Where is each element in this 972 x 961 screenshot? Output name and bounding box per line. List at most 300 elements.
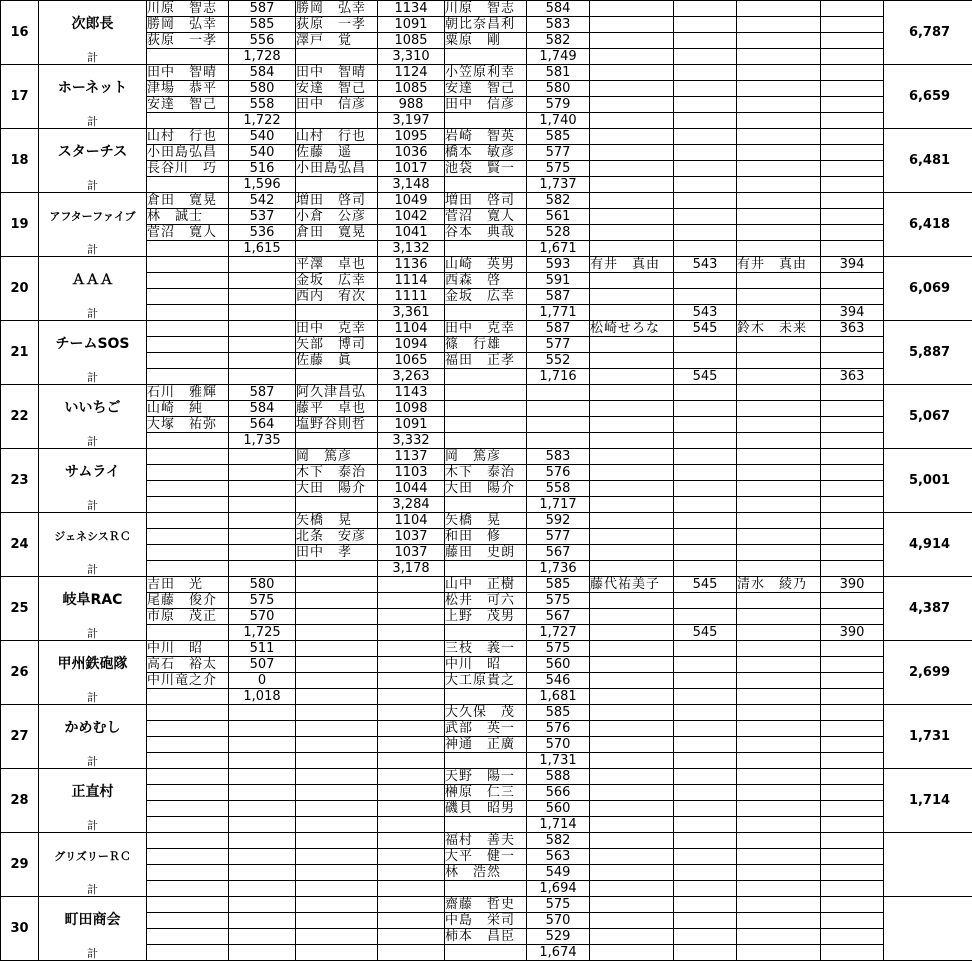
subtotal-spacer xyxy=(737,817,821,833)
team-name: スターチス xyxy=(57,144,128,160)
team-cell xyxy=(39,193,147,257)
player-name: 安達 智己 xyxy=(445,81,527,97)
player-name xyxy=(737,161,821,177)
team-cell-inner xyxy=(39,321,146,384)
player-score xyxy=(378,865,445,881)
player-name: 清水 綾乃 xyxy=(737,577,821,593)
player-score xyxy=(674,417,737,433)
player-name xyxy=(590,801,674,817)
subtotal-spacer xyxy=(445,113,527,129)
player-name xyxy=(296,577,378,593)
player-name: 小田島弘昌 xyxy=(147,145,229,161)
player-score xyxy=(821,673,884,689)
player-score xyxy=(674,97,737,113)
subtotal-row xyxy=(1,497,972,513)
table-row xyxy=(1,705,972,721)
player-name: 西内 宥次 xyxy=(296,289,378,305)
team-total: 5,001 xyxy=(884,449,972,513)
subtotal-spacer xyxy=(296,49,378,65)
player-score xyxy=(821,385,884,401)
table-row xyxy=(1,353,972,369)
category-subtotal: 3,310 xyxy=(378,49,445,65)
player-name xyxy=(147,273,229,289)
player-name: 安達 智己 xyxy=(147,97,229,113)
subtotal-spacer xyxy=(590,305,674,321)
category-subtotal xyxy=(674,241,737,257)
player-name: 大田 陽介 xyxy=(296,481,378,497)
player-score: 1091 xyxy=(378,417,445,433)
player-score: 587 xyxy=(229,1,296,17)
player-name: 天野 陽一 xyxy=(445,769,527,785)
category-subtotal xyxy=(821,113,884,129)
table-row xyxy=(1,593,972,609)
player-score xyxy=(527,417,590,433)
player-score: 563 xyxy=(527,849,590,865)
table-row xyxy=(1,785,972,801)
player-name xyxy=(737,449,821,465)
player-name: 中島 栄司 xyxy=(445,913,527,929)
player-score xyxy=(378,801,445,817)
player-name xyxy=(737,801,821,817)
player-name xyxy=(590,673,674,689)
team-rank: 18 xyxy=(1,129,39,193)
player-score: 549 xyxy=(527,865,590,881)
category-subtotal xyxy=(821,817,884,833)
team-name: ホーネット xyxy=(57,80,128,96)
player-name: 上野 茂男 xyxy=(445,609,527,625)
player-score xyxy=(821,289,884,305)
player-score xyxy=(821,785,884,801)
table-row xyxy=(1,929,972,945)
player-name: 川原 智志 xyxy=(147,1,229,17)
subtotal-spacer xyxy=(590,945,674,961)
player-name xyxy=(737,545,821,561)
player-score: 564 xyxy=(229,417,296,433)
player-name xyxy=(737,913,821,929)
player-name xyxy=(737,417,821,433)
player-score: 592 xyxy=(527,513,590,529)
category-subtotal: 1,728 xyxy=(229,49,296,65)
team-name: 正直村 xyxy=(71,784,114,800)
table-row xyxy=(1,465,972,481)
player-name: 岩崎 智英 xyxy=(445,129,527,145)
player-score: 577 xyxy=(527,529,590,545)
player-score xyxy=(378,577,445,593)
player-score xyxy=(821,145,884,161)
player-score: 1094 xyxy=(378,337,445,353)
table-row xyxy=(1,913,972,929)
subtotal-label: 計 xyxy=(87,563,98,576)
player-score xyxy=(674,769,737,785)
player-name xyxy=(147,449,229,465)
category-subtotal xyxy=(527,433,590,449)
player-score: 1017 xyxy=(378,161,445,177)
table-row xyxy=(1,657,972,673)
player-score: 528 xyxy=(527,225,590,241)
player-name: 佐藤 眞 xyxy=(296,353,378,369)
player-name xyxy=(737,513,821,529)
table-row xyxy=(1,673,972,689)
player-name xyxy=(590,353,674,369)
player-name xyxy=(147,257,229,273)
player-name xyxy=(737,465,821,481)
subtotal-spacer xyxy=(590,881,674,897)
player-name: 高石 裕太 xyxy=(147,657,229,673)
team-rank: 23 xyxy=(1,449,39,513)
player-score xyxy=(821,129,884,145)
subtotal-spacer xyxy=(296,689,378,705)
player-name xyxy=(737,865,821,881)
player-name: 矢橋 晃 xyxy=(445,513,527,529)
subtotal-spacer xyxy=(296,241,378,257)
player-name xyxy=(445,385,527,401)
player-score: 561 xyxy=(527,209,590,225)
player-name xyxy=(147,849,229,865)
player-score: 1044 xyxy=(378,481,445,497)
player-name xyxy=(296,673,378,689)
player-name: 中川 昭 xyxy=(147,641,229,657)
player-name: 大塚 祐弥 xyxy=(147,417,229,433)
subtotal-label: 計 xyxy=(87,691,98,704)
subtotal-label: 計 xyxy=(87,371,98,384)
table-row xyxy=(1,529,972,545)
category-subtotal: 1,018 xyxy=(229,689,296,705)
player-score xyxy=(229,913,296,929)
player-score xyxy=(821,657,884,673)
player-name xyxy=(590,657,674,673)
player-score: 587 xyxy=(229,385,296,401)
player-name: 勝岡 弘幸 xyxy=(147,17,229,33)
category-subtotal: 1,731 xyxy=(527,753,590,769)
player-score xyxy=(674,337,737,353)
subtotal-spacer xyxy=(737,433,821,449)
category-subtotal: 1,727 xyxy=(527,625,590,641)
subtotal-spacer xyxy=(737,113,821,129)
player-score: 1103 xyxy=(378,465,445,481)
team-cell-inner xyxy=(39,193,146,256)
player-name: 田中 信彦 xyxy=(296,97,378,113)
subtotal-row xyxy=(1,625,972,641)
category-subtotal xyxy=(674,177,737,193)
player-name xyxy=(737,337,821,353)
category-subtotal xyxy=(821,497,884,513)
subtotal-label: 計 xyxy=(87,115,98,128)
player-name: 朝比奈昌利 xyxy=(445,17,527,33)
player-score xyxy=(821,417,884,433)
player-score xyxy=(674,81,737,97)
player-score: 560 xyxy=(527,801,590,817)
player-name: 平澤 卓也 xyxy=(296,257,378,273)
table-row xyxy=(1,65,972,81)
player-name: 岡 篤彦 xyxy=(445,449,527,465)
player-score xyxy=(821,801,884,817)
player-score xyxy=(674,401,737,417)
player-score xyxy=(378,609,445,625)
player-score: 1049 xyxy=(378,193,445,209)
team-cell-inner xyxy=(39,641,146,704)
subtotal-spacer xyxy=(296,817,378,833)
player-name xyxy=(737,593,821,609)
category-subtotal xyxy=(821,881,884,897)
subtotal-spacer xyxy=(737,689,821,705)
table-row xyxy=(1,161,972,177)
table-row xyxy=(1,1,972,17)
player-score xyxy=(674,353,737,369)
player-score: 558 xyxy=(229,97,296,113)
team-rank: 27 xyxy=(1,705,39,769)
player-score xyxy=(674,161,737,177)
player-score: 575 xyxy=(527,593,590,609)
player-name xyxy=(590,337,674,353)
team-total: 6,418 xyxy=(884,193,972,257)
results-body xyxy=(1,1,972,961)
player-name: 長谷川 巧 xyxy=(147,161,229,177)
player-name xyxy=(737,145,821,161)
player-score: 588 xyxy=(527,769,590,785)
player-name xyxy=(737,289,821,305)
team-total: 5,067 xyxy=(884,385,972,449)
table-row xyxy=(1,545,972,561)
table-row xyxy=(1,145,972,161)
player-name xyxy=(590,385,674,401)
team-cell xyxy=(39,65,147,129)
team-name: 町田商会 xyxy=(64,912,121,928)
player-score xyxy=(821,225,884,241)
player-score xyxy=(821,641,884,657)
player-name xyxy=(147,513,229,529)
player-name: 田中 智晴 xyxy=(147,65,229,81)
category-subtotal: 1,694 xyxy=(527,881,590,897)
player-name: 津場 恭平 xyxy=(147,81,229,97)
team-cell xyxy=(39,705,147,769)
player-name: 増田 啓司 xyxy=(445,193,527,209)
player-name xyxy=(296,865,378,881)
subtotal-row xyxy=(1,433,972,449)
player-score xyxy=(674,145,737,161)
team-cell-inner xyxy=(39,65,146,128)
table-row xyxy=(1,273,972,289)
subtotal-spacer xyxy=(147,497,229,513)
player-name xyxy=(147,865,229,881)
subtotal-spacer xyxy=(737,177,821,193)
player-score xyxy=(674,129,737,145)
player-score: 363 xyxy=(821,321,884,337)
player-name xyxy=(590,545,674,561)
team-cell-inner xyxy=(39,833,146,896)
team-total: 1,714 xyxy=(884,769,972,833)
player-score: 1065 xyxy=(378,353,445,369)
subtotal-label: 計 xyxy=(87,307,98,320)
team-cell-inner xyxy=(39,705,146,768)
player-score xyxy=(229,257,296,273)
player-name xyxy=(147,737,229,753)
table-row xyxy=(1,129,972,145)
player-score xyxy=(229,449,296,465)
player-score: 507 xyxy=(229,657,296,673)
player-name xyxy=(737,273,821,289)
player-name xyxy=(296,801,378,817)
player-name xyxy=(590,129,674,145)
team-rank: 26 xyxy=(1,641,39,705)
player-score xyxy=(821,273,884,289)
player-name xyxy=(590,705,674,721)
subtotal-label: 計 xyxy=(87,51,98,64)
player-name xyxy=(296,833,378,849)
player-name xyxy=(590,417,674,433)
category-subtotal: 1,722 xyxy=(229,113,296,129)
subtotal-label: 計 xyxy=(87,755,98,768)
subtotal-spacer xyxy=(296,945,378,961)
subtotal-spacer xyxy=(445,369,527,385)
player-name: 倉田 寛晃 xyxy=(296,225,378,241)
team-name: サムライ xyxy=(65,464,120,480)
subtotal-spacer xyxy=(590,433,674,449)
player-score xyxy=(821,401,884,417)
category-subtotal xyxy=(674,881,737,897)
player-name xyxy=(737,385,821,401)
player-name xyxy=(737,657,821,673)
player-score: 1095 xyxy=(378,129,445,145)
player-name xyxy=(737,193,821,209)
player-score xyxy=(821,353,884,369)
player-name xyxy=(590,289,674,305)
subtotal-spacer xyxy=(147,689,229,705)
player-name xyxy=(590,929,674,945)
player-name: 大田 陽介 xyxy=(445,481,527,497)
player-score: 587 xyxy=(527,289,590,305)
player-name: 林 誠士 xyxy=(147,209,229,225)
player-name: 山村 行也 xyxy=(296,129,378,145)
category-subtotal xyxy=(378,689,445,705)
player-score xyxy=(229,737,296,753)
player-name xyxy=(590,401,674,417)
player-name xyxy=(147,529,229,545)
player-name: 石川 雅輝 xyxy=(147,385,229,401)
player-name xyxy=(590,513,674,529)
subtotal-row xyxy=(1,113,972,129)
subtotal-spacer xyxy=(590,241,674,257)
player-score: 1111 xyxy=(378,289,445,305)
player-name xyxy=(147,289,229,305)
subtotal-row xyxy=(1,369,972,385)
team-cell-inner xyxy=(39,513,146,576)
player-name xyxy=(590,913,674,929)
player-name xyxy=(737,529,821,545)
player-name xyxy=(590,897,674,913)
player-score xyxy=(378,833,445,849)
subtotal-label: 計 xyxy=(87,947,98,960)
player-name xyxy=(147,929,229,945)
player-name: 金坂 広幸 xyxy=(445,289,527,305)
team-name: 岐阜RAC xyxy=(62,592,123,608)
player-score xyxy=(229,529,296,545)
player-score: 390 xyxy=(821,577,884,593)
player-name xyxy=(737,81,821,97)
team-total: 5,887 xyxy=(884,321,972,385)
player-name: 藤田 史朗 xyxy=(445,545,527,561)
subtotal-spacer xyxy=(590,369,674,385)
team-name: ＡＡＡ xyxy=(71,272,114,288)
player-score xyxy=(821,897,884,913)
subtotal-spacer xyxy=(737,625,821,641)
category-subtotal xyxy=(378,881,445,897)
player-score xyxy=(229,513,296,529)
player-score xyxy=(229,481,296,497)
player-score: 585 xyxy=(527,129,590,145)
subtotal-label: 計 xyxy=(87,819,98,832)
category-subtotal xyxy=(821,689,884,705)
team-cell-inner xyxy=(39,1,146,64)
player-name: 田中 克幸 xyxy=(445,321,527,337)
player-name xyxy=(296,849,378,865)
team-cell xyxy=(39,257,147,321)
player-score: 545 xyxy=(674,321,737,337)
player-score xyxy=(378,737,445,753)
player-score xyxy=(229,785,296,801)
player-score xyxy=(674,929,737,945)
player-score xyxy=(378,657,445,673)
category-subtotal: 1,771 xyxy=(527,305,590,321)
category-subtotal: 1,714 xyxy=(527,817,590,833)
player-name: 西森 啓 xyxy=(445,273,527,289)
category-subtotal: 1,716 xyxy=(527,369,590,385)
subtotal-row xyxy=(1,241,972,257)
category-subtotal: 1,717 xyxy=(527,497,590,513)
player-name xyxy=(590,865,674,881)
player-score: 583 xyxy=(527,449,590,465)
team-total: 6,481 xyxy=(884,129,972,193)
category-subtotal: 3,361 xyxy=(378,305,445,321)
team-cell xyxy=(39,577,147,641)
player-name xyxy=(737,705,821,721)
table-row xyxy=(1,833,972,849)
player-score: 570 xyxy=(229,609,296,625)
player-score: 1143 xyxy=(378,385,445,401)
subtotal-spacer xyxy=(590,625,674,641)
player-score xyxy=(378,785,445,801)
player-score: 1042 xyxy=(378,209,445,225)
team-total: 1,731 xyxy=(884,705,972,769)
player-name xyxy=(590,81,674,97)
player-name xyxy=(737,129,821,145)
player-name xyxy=(296,705,378,721)
player-name: 和田 修 xyxy=(445,529,527,545)
player-score xyxy=(229,321,296,337)
player-name xyxy=(590,145,674,161)
subtotal-spacer xyxy=(296,881,378,897)
category-subtotal xyxy=(229,945,296,961)
team-name: グリズリーＲＣ xyxy=(54,850,131,863)
player-name: 神通 正廣 xyxy=(445,737,527,753)
player-score xyxy=(674,801,737,817)
player-score: 511 xyxy=(229,641,296,657)
subtotal-row xyxy=(1,881,972,897)
player-score xyxy=(821,865,884,881)
player-score xyxy=(821,545,884,561)
player-score xyxy=(821,529,884,545)
player-score: 1104 xyxy=(378,321,445,337)
player-name xyxy=(737,673,821,689)
player-name xyxy=(737,769,821,785)
player-name xyxy=(147,897,229,913)
player-score xyxy=(821,593,884,609)
player-name xyxy=(590,721,674,737)
subtotal-spacer xyxy=(590,817,674,833)
player-name: 市原 茂正 xyxy=(147,609,229,625)
player-name: 小田島弘昌 xyxy=(296,161,378,177)
player-score xyxy=(821,513,884,529)
category-subtotal xyxy=(378,945,445,961)
